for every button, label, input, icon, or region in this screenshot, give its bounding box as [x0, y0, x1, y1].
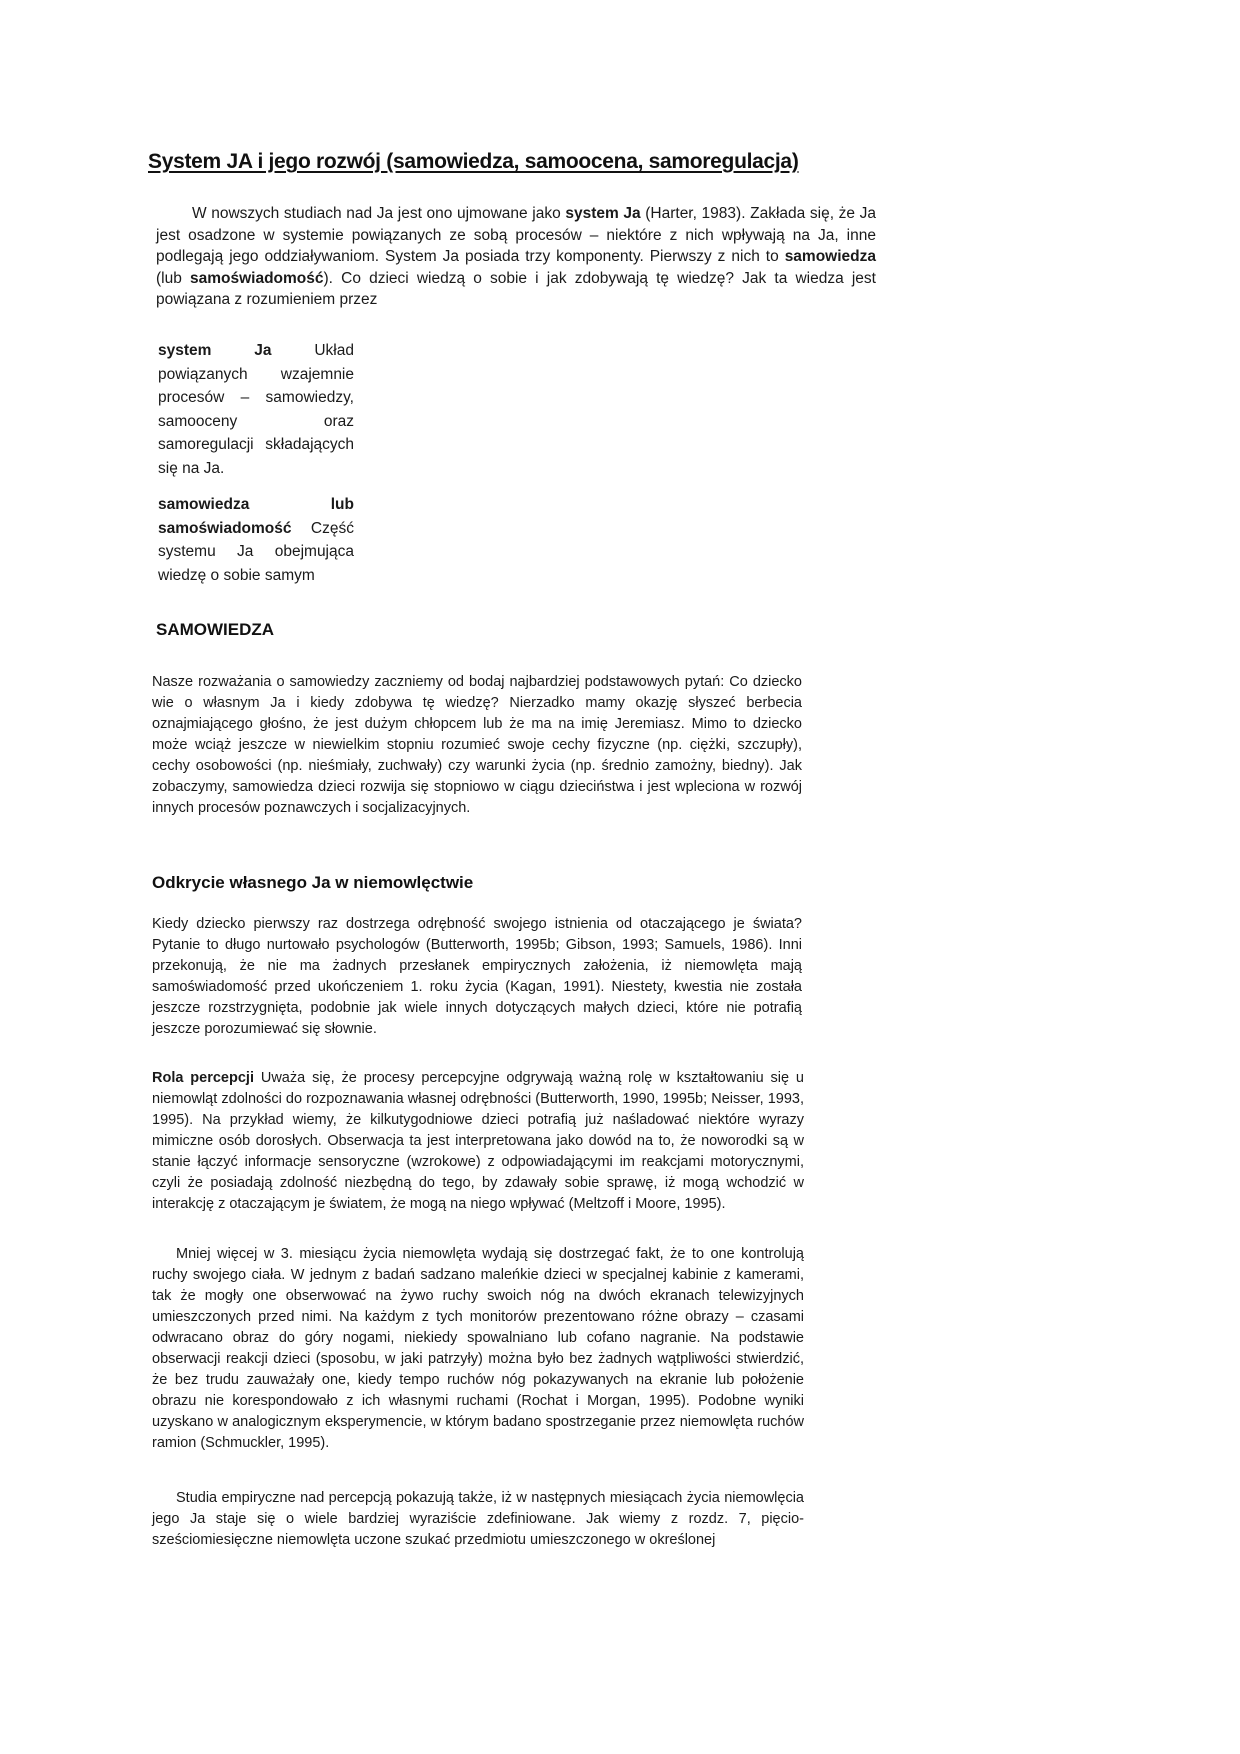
margin-note-term: samowiedza lub samoświadomość [158, 496, 354, 537]
margin-note-samowiedza [158, 493, 354, 587]
months-paragraph: Mniej więcej w 3. miesiącu życia niemowlęta wydają się dostrzegać fakt, że to one kontrolują ruchy swojego ciała. W jednym z badań sadzano maleńkie dzieci w specjalnej kabinie z kamerami, tak że mogły one obserwować na żywo ruchy swoich nóg na dwóch ekranach telewizyjnych umieszczonych przed nimi. Na każdym z tych monitorów prezentowano różne obrazy – czasami odwracano obraz do góry nogami, niekiedy spowalniano lub cofano nagranie. Na podstawie obserwacji reakcji dzieci (sposobu, w jaki patrzyły) można było bez żadnych wątpliwości stwierdzić, że bez trudu zauważały one, kiedy tempo ruchów nóg pokazywanych na ekranie lub położenie obrazu nie korespondowało z ich własnymi ruchami (Rochat i Morgan, 1995). Podobne wyniki uzyskano w analogicznym eksperymencie, w którym badano spostrzeganie przez niemowlęta ruchów ramion (Schmuckler, 1995). [152, 1246, 804, 1451]
subsection-paragraph: Kiedy dziecko pierwszy raz dostrzega odrębność swojego istnienia od otaczającego je świata? Pytanie to długo nurtowało psychologów (Butterworth, 1995b; Gibson, 1993; Samuels, 1986). Inni przekonują, że nie ma żadnych przesłanek empirycznych założenia, iż niemowlęta mają samoświadomość przed ukończeniem 1. roku życia (Kagan, 1991). Niestety, kwestia nie została jeszcze rozstrzygnięta, podobnie jak wiele innych dotyczących małych dzieci, które nie potrafią jeszcze porozumiewać się słownie. [152, 916, 802, 1037]
margin-note-definition: Układ powiązanych wzajemnie procesów – samowiedzy, samooceny oraz samoregulacji składających się na Ja. [158, 342, 354, 477]
subsection-heading: Odkrycie własnego Ja w niemowlęctwie [152, 873, 474, 892]
margin-note-definition: Część systemu Ja obejmująca wiedzę o sobie samym [158, 519, 354, 584]
perception-lead: Rola percepcji [152, 1070, 254, 1086]
term-samoswiadomosc: samoświadomość [189, 269, 324, 287]
perception-paragraph: Rola percepcji Uważa się, że procesy percepcyjne odgrywają ważną rolę w kształtowaniu się u niemowląt zdolności do rozpoznawania własnej odrębności (Butterworth, 1990, 1995b; Neisser, 1993, 1995). Na przykład wiemy, że kilkutygodniowe dzieci potrafią już naśladować niektóre wyrazy mimiczne osób dorosłych. Obserwacja ta jest interpretowana jako dowód na to, że noworodki są w stanie łączyć informacje sensoryczne (wzrokowe) z odpowiadającymi im reakcjami motorycznymi, czyli że posiadają zdolność niezbędną do tego, by zdawały sobie sprawę, iż mogą wchodzić w interakcję z otaczającym je światem, że mogą na niego wpływać (Meltzoff i Moore, 1995). [152, 1070, 804, 1212]
studies-paragraph: Studia empiryczne nad percepcją pokazują także, iż w następnych miesiącach życia niemowlęcia jego Ja staje się o wiele bardziej wyraziście zdefiniowane. Jak wiemy z rozdz. 7, pięcio-sześciomiesięczne niemowlęta uczone szukać przedmiotu umieszczonego w określonej [152, 1490, 804, 1548]
margin-note-system-ja [158, 339, 354, 480]
intro-paragraph: W nowszych studiach nad Ja jest ono ujmowane jako system Ja (Harter, 1983). Zakłada się, że Ja jest osadzone w systemie powiązanych ze sobą procesów – niektóre z nich wpływają na Ja, inne podlegają jego oddziaływaniom. System Ja posiada trzy komponenty. Pierwszy z nich to samowiedza (lub samoświadomość). Co dzieci wiedzą o sobie i jak zdobywają tę wiedzę? Jak ta wiedza jest powiązana z rozumieniem przez [156, 205, 876, 308]
term-samowiedza: samowiedza [784, 248, 876, 265]
term-system-ja: system Ja [565, 205, 641, 222]
section-paragraph: Nasze rozważania o samowiedzy zaczniemy od bodaj najbardziej podstawowych pytań: Co dziecko wie o własnym Ja i kiedy zdobywa tę wiedzę? Nierzadko mamy okazję słyszeć berbecia oznajmiającego głośno, że jest dużym chłopcem lub że ma na imię Jeremiasz. Mimo to dziecko może wciąż jeszcze w niewielkim stopniu rozumieć swoje cechy fizyczne (np. ciężki, szczupły), cechy osobowości (np. nieśmiały, zuchwały) czy warunki życia (np. średnio zamożny, biedny). Jak zobaczymy, samowiedza dzieci rozwija się stopniowo w ciągu dzieciństwa i jest wpleciona w rozwój innych procesów poznawczych i socjalizacyjnych. [152, 674, 802, 816]
section-heading: SAMOWIEDZA [156, 620, 275, 639]
page-title: System JA i jego rozwój (samowiedza, samoocena, samoregulacja) [148, 150, 799, 173]
margin-note-term: system Ja [158, 342, 272, 359]
